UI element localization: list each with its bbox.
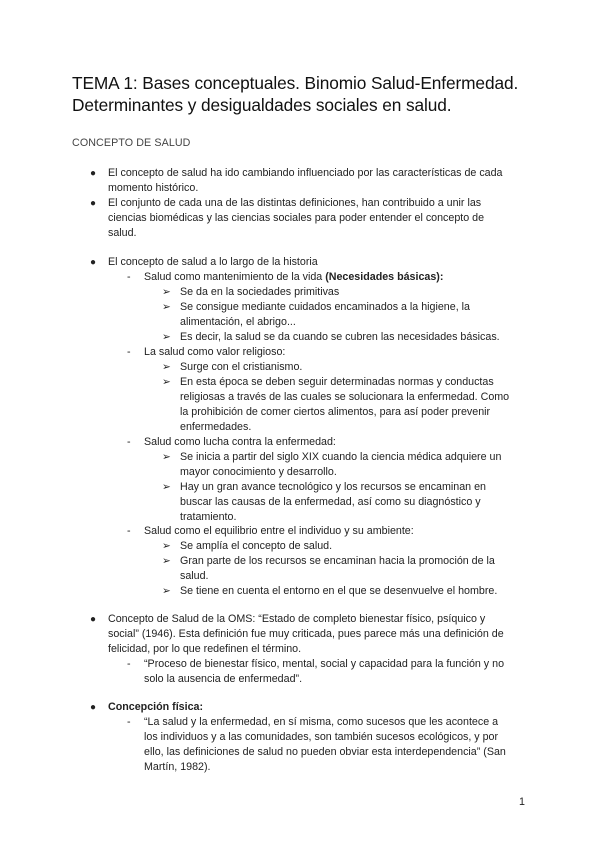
arrow-marker: ➢ [162, 301, 171, 313]
bullet-marker: ● [90, 198, 97, 209]
bullet-marker: ● [90, 614, 97, 625]
arrow-marker: ➢ [162, 481, 171, 493]
sub1-item2-line1: Se consigue mediante cuidados encaminados a la higiene, la [180, 301, 470, 313]
arrow-marker: ➢ [162, 555, 171, 567]
sub1-heading [144, 270, 443, 285]
bullet2-line2: ciencias biomédicas y las ciencias sociales para poder entender el concepto de [108, 212, 485, 224]
bullet5-quote-line4: Martín, 1982). [144, 761, 211, 773]
page-title: TEMA 1: Bases conceptuales. Binomio Salud-Enfermedad. Determinantes y desigualdades sociales en salud. [72, 73, 519, 115]
arrow-marker: ➢ [162, 540, 171, 552]
bullet-marker: ● [90, 257, 97, 268]
sub1-bold-label: (Necesidades básicas): [325, 271, 444, 283]
sub2-item2-line3: la prohibición de comer ciertos alimentos, para así poder prevenir [180, 406, 491, 418]
bullet4-quote-line1: “Proceso de bienestar físico, mental, social y capacidad para la función y no [144, 658, 505, 670]
bullet1-line2: momento histórico. [108, 182, 199, 194]
bullet4-line3: felicidad, por lo que redefinen el término. [108, 643, 302, 655]
sub4-item2-line1: Gran parte de los recursos se encaminan hacia la promoción de la [180, 555, 495, 567]
sub2-item2-line2: religiosas a través de las cuales se solucionara la enfermedad. Como [180, 391, 510, 403]
arrow-marker: ➢ [162, 585, 171, 597]
sub2-item2-line4: enfermedades. [180, 421, 252, 433]
bullet5-heading: Concepción física: [108, 701, 204, 713]
bullet3-line1: El concepto de salud a lo largo de la historia [108, 256, 318, 268]
bullet4-line1: Concepto de Salud de la OMS: “Estado de completo bienestar físico, psíquico y [108, 613, 486, 625]
sub3-item1-line2: mayor conocimiento y desarrollo. [180, 466, 337, 478]
sub4-item2-line2: salud. [180, 570, 209, 582]
sub3-item2-line2: buscar las causas de la enfermedad, así como su diagnóstico y [180, 496, 481, 508]
sub2-item2-line1: En esta época se deben seguir determinadas normas y conductas [180, 376, 494, 388]
bullet4-quote-line2: solo la ausencia de enfermedad”. [144, 673, 303, 685]
dash-marker: - [127, 436, 131, 448]
sub2-heading: La salud como valor religioso: [144, 346, 286, 358]
sub3-item2-line1: Hay un gran avance tecnológico y los recursos se encaminan en [180, 481, 486, 493]
bullet5-quote-line3: ello, las definiciones de salud no pueden obviar esta interdependencia” (San [144, 746, 506, 758]
sub3-item1-line1: Se inicia a partir del siglo XIX cuando la ciencia médica adquiere un [180, 451, 502, 463]
arrow-marker: ➢ [162, 376, 171, 388]
sub4-item3: Se tiene en cuenta el entorno en el que se desenvuelve el hombre. [180, 585, 498, 597]
dash-marker: - [127, 658, 131, 670]
sub1-label: Salud como mantenimiento de la vida [144, 271, 326, 283]
bullet-marker: ● [90, 168, 97, 179]
arrow-marker: ➢ [162, 361, 171, 373]
bullet-marker: ● [90, 702, 97, 713]
sub4-item1: Se amplía el concepto de salud. [180, 540, 333, 552]
sub1-item1: Se da en la sociedades primitivas [180, 286, 340, 298]
dash-marker: - [127, 346, 131, 358]
bullet5-quote-line2: los individuos y a las comunidades, son también sucesos ecológicos, y por [144, 731, 499, 743]
sub2-item1: Surge con el cristianismo. [180, 361, 303, 373]
arrow-marker: ➢ [162, 286, 171, 298]
dash-marker: - [127, 525, 131, 537]
bullet4-line2: social” (1946). Esta definición fue muy criticada, pues parece más una definición de [108, 628, 504, 640]
page-number: 1 [519, 796, 525, 808]
sub1-item3: Es decir, la salud se da cuando se cubren las necesidades básicas. [180, 331, 500, 343]
sub3-heading: Salud como lucha contra la enfermedad: [144, 436, 336, 448]
sub1-item2-line2: alimentación, el abrigo... [180, 316, 296, 328]
bullet1-line1: El concepto de salud ha ido cambiando influenciado por las características de cada [108, 167, 503, 179]
sub3-item2-line3: tratamiento. [180, 511, 237, 523]
sub4-heading: Salud como el equilibrio entre el individuo y su ambiente: [144, 525, 414, 537]
bullet2-line1: El conjunto de cada una de las distintas definiciones, han contribuido a unir las [108, 197, 482, 209]
dash-marker: - [127, 271, 131, 283]
arrow-marker: ➢ [162, 331, 171, 343]
arrow-marker: ➢ [162, 451, 171, 463]
bullet2-line3: salud. [108, 227, 137, 239]
section-heading: CONCEPTO DE SALUD [72, 137, 191, 149]
bullet5-quote-line1: “La salud y la enfermedad, en sí misma, como sucesos que les acontece a [144, 716, 499, 728]
dash-marker: - [127, 716, 131, 728]
